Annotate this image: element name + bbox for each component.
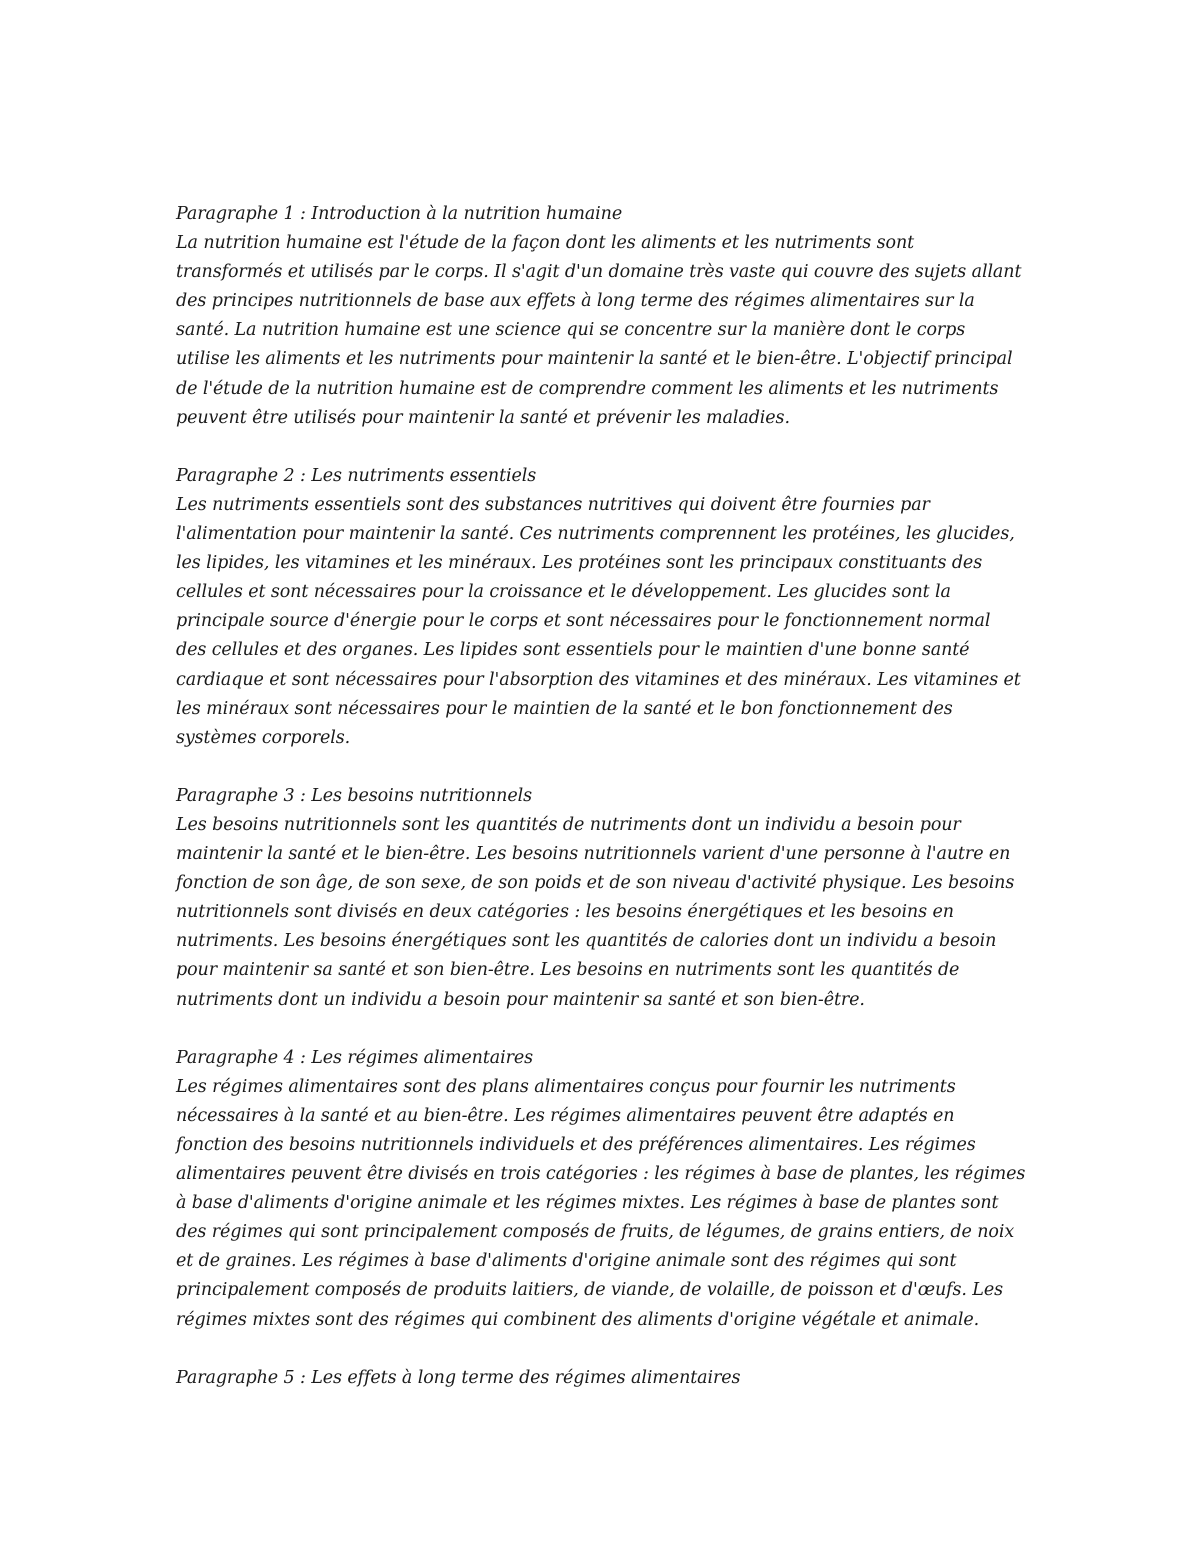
body-line: et de graines. Les régimes à base d'aliments d'origine animale sont des régimes qui sont bbox=[176, 1251, 957, 1272]
body-line: cellules et sont nécessaires pour la croissance et le développement. Les glucides sont la bbox=[176, 582, 951, 603]
section-heading: Paragraphe 2 : Les nutriments essentiels bbox=[176, 465, 537, 486]
body-line: peuvent être utilisés pour maintenir la santé et prévenir les maladies. bbox=[176, 407, 790, 428]
body-line: les minéraux sont nécessaires pour le maintien de la santé et le bon fonctionnement des bbox=[176, 698, 953, 719]
body-line: principalement composés de produits laitiers, de viande, de volaille, de poisson et d'œufs. Les bbox=[176, 1280, 1003, 1301]
body-line: les lipides, les vitamines et les minéraux. Les protéines sont les principaux constituants des bbox=[176, 553, 983, 574]
body-line: principale source d'énergie pour le corps et sont nécessaires pour le fonctionnement normal bbox=[176, 611, 991, 632]
document-body bbox=[176, 200, 1036, 1422]
body-line: nutritionnels sont divisés en deux catégories : les besoins énergétiques et les besoins en bbox=[176, 902, 954, 923]
body-line: Les besoins nutritionnels sont les quantités de nutriments dont un individu a besoin pour bbox=[176, 814, 961, 835]
body-line: fonction des besoins nutritionnels individuels et des préférences alimentaires. Les régimes bbox=[176, 1135, 976, 1155]
body-line: systèmes corporels. bbox=[176, 727, 351, 748]
section-1 bbox=[176, 200, 1036, 433]
body-line: des cellules et des organes. Les lipides sont essentiels pour le maintien d'une bonne santé bbox=[176, 640, 970, 661]
section-4 bbox=[176, 1044, 1036, 1335]
section-5 bbox=[176, 1364, 1036, 1393]
section-3 bbox=[176, 782, 1036, 1015]
body-line: Les régimes alimentaires sont des plans alimentaires conçus pour fournir les nutriments bbox=[176, 1076, 956, 1097]
body-line: fonction de son âge, de son sexe, de son poids et de son niveau d'activité physique. Les besoins bbox=[176, 873, 1015, 894]
body-line: utilise les aliments et les nutriments pour maintenir la santé et le bien-être. L'objectif principal bbox=[176, 349, 1013, 370]
body-line: transformés et utilisés par le corps. Il s'agit d'un domaine très vaste qui couvre des sujets allant bbox=[176, 262, 1022, 283]
section-2 bbox=[176, 462, 1036, 753]
section-heading: Paragraphe 4 : Les régimes alimentaires bbox=[176, 1047, 534, 1068]
body-line: régimes mixtes sont des régimes qui combinent des aliments d'origine végétale et animale. bbox=[176, 1309, 980, 1330]
body-line: nutriments. Les besoins énergétiques sont les quantités de calories dont un individu a besoin bbox=[176, 931, 997, 952]
body-line: santé. La nutrition humaine est une science qui se concentre sur la manière dont le corps bbox=[176, 320, 966, 341]
section-heading: Paragraphe 3 : Les besoins nutritionnels bbox=[176, 785, 532, 806]
body-line: La nutrition humaine est l'étude de la façon dont les aliments et les nutriments sont bbox=[176, 233, 915, 254]
body-line: l'alimentation pour maintenir la santé. Ces nutriments comprennent les protéines, les glucides, bbox=[176, 524, 1015, 545]
body-line: nécessaires à la santé et au bien-être. Les régimes alimentaires peuvent être adaptés en bbox=[176, 1105, 955, 1126]
section-heading: Paragraphe 1 : Introduction à la nutrition humaine bbox=[176, 204, 623, 224]
body-line: pour maintenir sa santé et son bien-être. Les besoins en nutriments sont les quantités de bbox=[176, 960, 960, 981]
body-line: Les nutriments essentiels sont des substances nutritives qui doivent être fournies par bbox=[176, 494, 930, 515]
body-line: cardiaque et sont nécessaires pour l'absorption des vitamines et des minéraux. Les vitamines et bbox=[176, 669, 1021, 690]
body-line: à base d'aliments d'origine animale et les régimes mixtes. Les régimes à base de plantes sont bbox=[176, 1193, 999, 1214]
body-line: maintenir la santé et le bien-être. Les besoins nutritionnels varient d'une personne à l'autre en bbox=[176, 844, 1011, 865]
section-heading: Paragraphe 5 : Les effets à long terme des régimes alimentaires bbox=[176, 1367, 741, 1388]
body-line: alimentaires peuvent être divisés en trois catégories : les régimes à base de plantes, les régimes bbox=[176, 1164, 1026, 1185]
body-line: des principes nutritionnels de base aux effets à long terme des régimes alimentaires sur la bbox=[176, 291, 975, 312]
body-line: nutriments dont un individu a besoin pour maintenir sa santé et son bien-être. bbox=[176, 989, 865, 1010]
body-line: des régimes qui sont principalement composés de fruits, de légumes, de grains entiers, de noix bbox=[176, 1222, 1015, 1243]
body-line: de l'étude de la nutrition humaine est de comprendre comment les aliments et les nutriments bbox=[176, 378, 999, 399]
